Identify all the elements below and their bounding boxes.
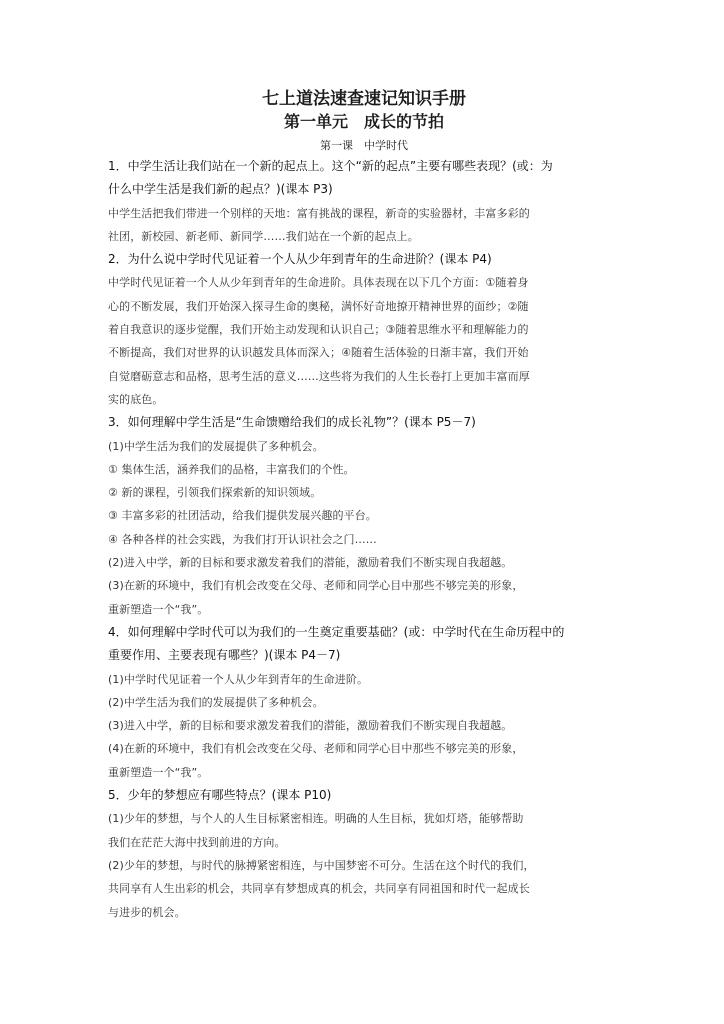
question-line: 什么中学生活是我们新的起点？)(课本 P3) (108, 182, 333, 197)
answer-line: (1)中学时代见证着一个人从少年到青年的生命进阶。 (108, 672, 369, 686)
question-line: 1．中学生活让我们站在一个新的起点上。这个“新的起点”主要有哪些表现？(或：为 (108, 159, 553, 173)
answer-line: 中学时代见证着一个人从少年到青年的生命进阶。具体表现在以下几个方面：①随着身 (108, 276, 529, 290)
section-5 (108, 784, 620, 924)
question-line: 4．如何理解中学时代可以为我们的一生奠定重要基础？(或：中学时代在生命历程中的 (108, 624, 565, 639)
answer-line: (4)在新的环境中，我们有机会改变在父母、老师和同学心目中那些不够完美的形象， (108, 742, 524, 756)
section-2 (108, 248, 620, 411)
answer-line: ② 新的课程，引领我们探索新的知识领域。 (108, 486, 322, 500)
unit-heading: 第一单元 成长的节拍 (283, 112, 444, 131)
answer-line: 重新塑造一个“我”。 (108, 765, 209, 779)
answer-line: (1)中学生活为我们的发展提供了多种机会。 (108, 439, 324, 453)
section-4 (108, 621, 620, 784)
section-1 (108, 155, 620, 248)
lesson-heading: 第一课 中学时代 (320, 139, 408, 152)
answer-line: (1)少年的梦想，与个人的人生目标紧密相连。明确的人生目标，犹如灯塔，能够帮助 (108, 812, 524, 826)
answer-line: ④ 各种各样的社会实践，为我们打开认识社会之门…… (108, 532, 377, 546)
answer-line: 共同享有人生出彩的机会，共同享有梦想成真的机会，共同享有同祖国和时代一起成长 (108, 882, 530, 896)
question-line: 5．少年的梦想应有哪些特点？(课本 P10) (108, 788, 332, 803)
question-line: 2．为什么说中学时代见证着一个人从少年到青年的生命进阶？(课本 P4) (108, 252, 492, 267)
answer-line: (3)在新的环境中，我们有机会改变在父母、老师和同学心目中那些不够完美的形象， (108, 579, 524, 593)
question-line: 3．如何理解中学生活是“生命馈赠给我们的成长礼物”？(课本 P5－7) (108, 415, 476, 430)
answer-line: 我们在茫茫大海中找到前进的方向。 (108, 835, 286, 849)
answer-line: 社团，新校园、新老师、新同学……我们站在一个新的起点上。 (108, 229, 419, 243)
answer-line: 与进步的机会。 (108, 905, 186, 919)
document-page (108, 88, 620, 924)
answer-line: 不断提高，我们对世界的认识越发具体而深入；④随着生活体验的日渐丰富，我们开始 (108, 346, 529, 360)
section-3 (108, 411, 620, 621)
answer-line: ③ 丰富多彩的社团活动，给我们提供发展兴趣的平台。 (108, 509, 377, 523)
question-line: 重要作用、主要表现有哪些？)(课本 P4－7) (108, 648, 341, 663)
document-title: 七上道法速查速记知识手册 (262, 89, 466, 109)
answer-line: (2)进入中学，新的目标和要求激发着我们的潜能，激励着我们不断实现自我超越。 (108, 556, 513, 570)
answer-line: (2)少年的梦想，与时代的脉搏紧密相连，与中国梦密不可分。生活在这个时代的我们， (108, 858, 535, 872)
answer-line: (2)中学生活为我们的发展提供了多种机会。 (108, 695, 324, 709)
answer-line: 中学生活把我们带进一个别样的天地：富有挑战的课程，新奇的实验器材，丰富多彩的 (108, 206, 530, 220)
answer-line: ① 集体生活，涵养我们的品格，丰富我们的个性。 (108, 462, 355, 476)
answer-line: 实的底色。 (108, 392, 164, 406)
answer-line: 自觉磨砺意志和品格，思考生活的意义……这些将为我们的人生长卷打上更加丰富而厚 (108, 369, 530, 383)
answer-line: 着自我意识的逐步觉醒，我们开始主动发现和认识自己；③随着思维水平和理解能力的 (108, 323, 529, 337)
answer-line: 重新塑造一个“我”。 (108, 602, 209, 616)
answer-line: (3)进入中学，新的目标和要求激发着我们的潜能，激励着我们不断实现自我超越。 (108, 719, 513, 733)
answer-line: 心的不断发展，我们开始深入探寻生命的奥秘，满怀好奇地撩开精神世界的面纱；②随 (108, 299, 529, 313)
